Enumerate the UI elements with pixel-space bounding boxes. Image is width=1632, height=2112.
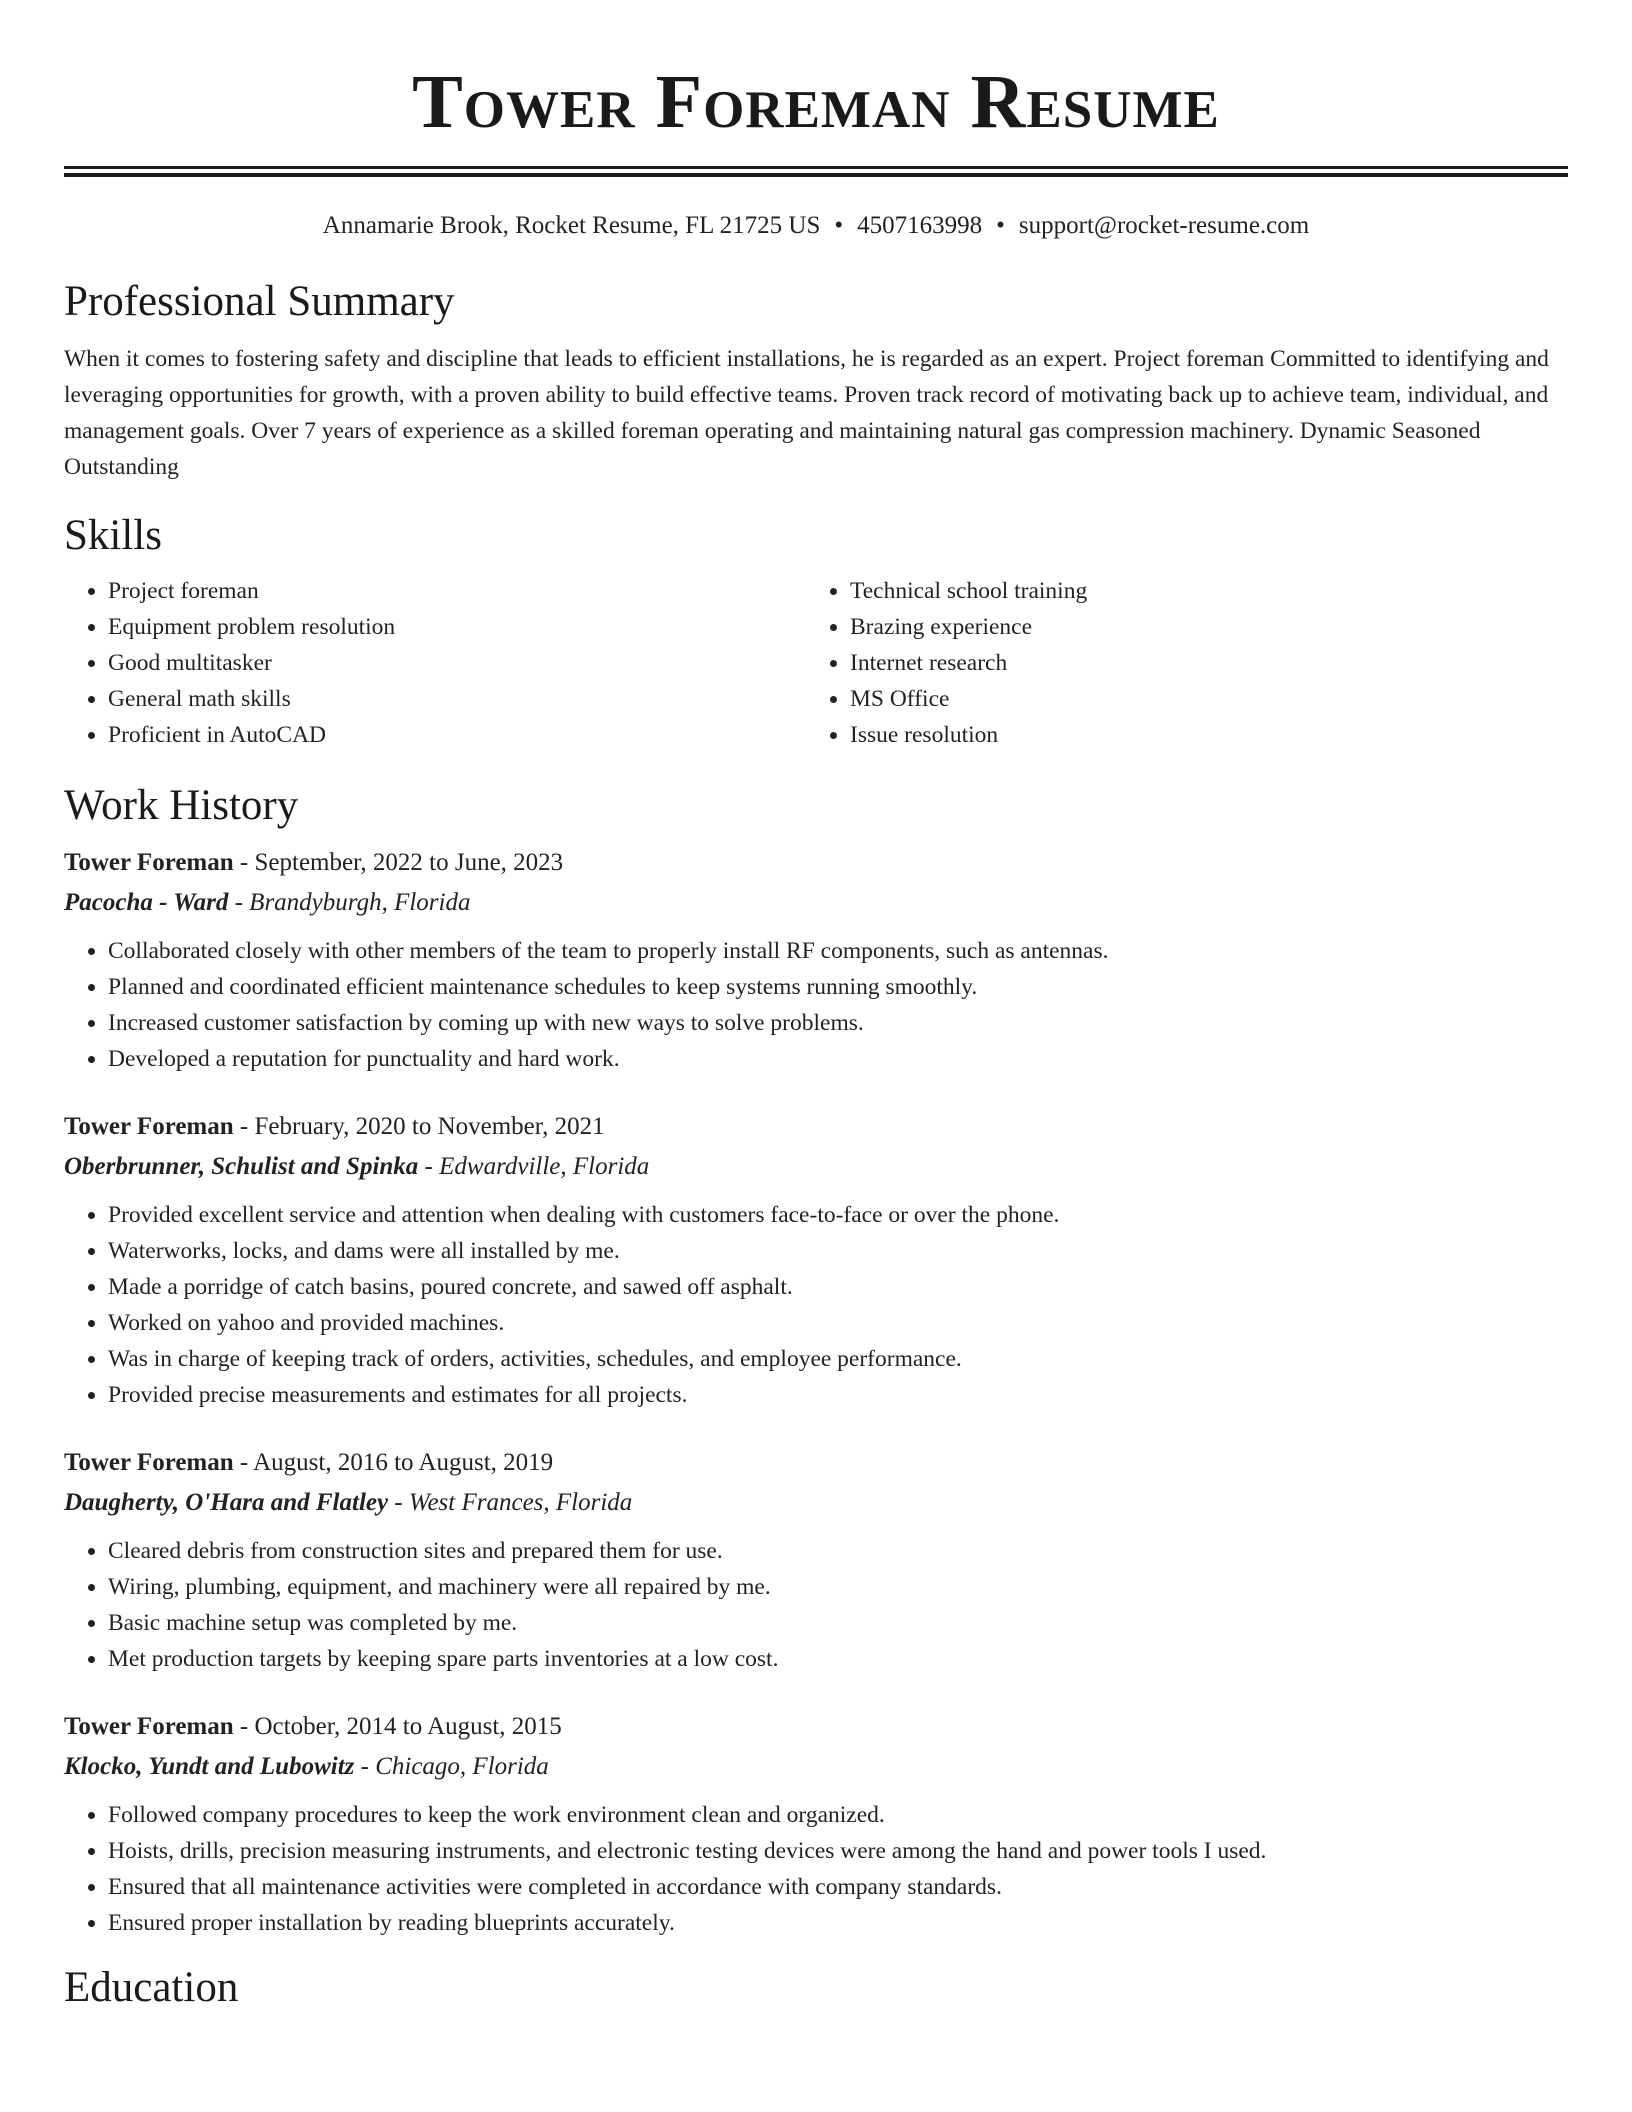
skills-heading: Skills (64, 512, 162, 559)
skill-item: • Equipment problem resolution (108, 609, 806, 645)
job-role: Tower Foreman (64, 1713, 234, 1740)
job-bullet: • Was in charge of keeping track of orders, activities, schedules, and employee performance. (108, 1341, 1568, 1377)
job-bullet: • Ensured proper installation by reading blueprints accurately. (108, 1905, 1568, 1941)
job-bullets (64, 933, 1568, 1077)
summary-text: When it comes to fostering safety and discipline that leads to efficient installations, he is regarded as an expert. Project foreman Committed to identifying and leveraging opportunities for growth, with a proven ability to build effective teams. Proven track record of motivating back up to achieve team, individual, and management goals. Over 7 years of experience as a skilled foreman operating and maintaining natural gas compression machinery. Dynamic Seasoned Outstanding (64, 346, 1549, 480)
job-bullet: • Worked on yahoo and provided machines. (108, 1305, 1568, 1341)
contact-line (64, 211, 1568, 241)
job-dates: - October, 2014 to August, 2015 (233, 1713, 562, 1740)
job-company: Pacocha - Ward (64, 889, 229, 916)
skills-list (64, 573, 1568, 753)
job-bullets (64, 1533, 1568, 1677)
job-bullet: • Hoists, drills, precision measuring instruments, and electronic testing devices were among the hand and power tools I used. (108, 1833, 1568, 1869)
job-dates: - September, 2022 to June, 2023 (233, 849, 564, 876)
job-bullet: • Developed a reputation for punctuality and hard work. (108, 1041, 1568, 1077)
job-location: - Chicago, Florida (354, 1753, 549, 1780)
job-bullet: • Made a porridge of catch basins, poured concrete, and sawed off asphalt. (108, 1269, 1568, 1305)
skill-item: • Technical school training (850, 573, 1087, 609)
job-bullet: • Waterworks, locks, and dams were all installed by me. (108, 1233, 1568, 1269)
page-title: Tower Foreman Resume (412, 60, 1220, 144)
job-bullet: • Collaborated closely with other members of the team to properly install RF components, such as antennas. (108, 933, 1568, 969)
job-dates: - August, 2016 to August, 2019 (233, 1449, 554, 1476)
job-title-line (64, 1711, 1568, 1743)
job-bullet: • Followed company procedures to keep the work environment clean and organized. (108, 1797, 1568, 1833)
contact-separator: • (834, 212, 844, 239)
job-entry (64, 1111, 1568, 1413)
skill-item: • Proficient in AutoCAD (108, 717, 806, 753)
job-company-line (64, 1151, 1568, 1183)
job-dates: - February, 2020 to November, 2021 (233, 1113, 605, 1140)
job-entry (64, 1447, 1568, 1677)
job-bullet: • Ensured that all maintenance activities were completed in accordance with company standards. (108, 1869, 1568, 1905)
skills-column-left (64, 573, 806, 753)
job-role: Tower Foreman (64, 1449, 234, 1476)
job-bullet: • Planned and coordinated efficient maintenance schedules to keep systems running smoothly. (108, 969, 1568, 1005)
job-title-line (64, 1111, 1568, 1143)
job-entry (64, 1711, 1568, 1941)
job-location: - Edwardville, Florida (418, 1153, 650, 1180)
work-history-heading: Work History (64, 782, 299, 829)
job-location: - Brandyburgh, Florida (228, 889, 471, 916)
job-company-line (64, 887, 1568, 919)
skills-column-right (806, 573, 1087, 753)
skill-item: • General math skills (108, 681, 806, 717)
skill-item: • Internet research (850, 645, 1087, 681)
job-company-line (64, 1487, 1568, 1519)
job-title-line (64, 847, 1568, 879)
job-bullet: • Provided precise measurements and estimates for all projects. (108, 1377, 1568, 1413)
summary-heading: Professional Summary (64, 278, 455, 325)
job-bullet: • Met production targets by keeping spare parts inventories at a low cost. (108, 1641, 1568, 1677)
job-bullet: • Increased customer satisfaction by coming up with new ways to solve problems. (108, 1005, 1568, 1041)
title-divider (64, 166, 1568, 177)
contact-email: support@rocket-resume.com (1018, 212, 1310, 239)
job-bullets (64, 1197, 1568, 1413)
skill-item: • Brazing experience (850, 609, 1087, 645)
skill-item: • Project foreman (108, 573, 806, 609)
job-bullet: • Basic machine setup was completed by me. (108, 1605, 1568, 1641)
skill-item: • MS Office (850, 681, 1087, 717)
job-company-line (64, 1751, 1568, 1783)
job-role: Tower Foreman (64, 1113, 234, 1140)
job-company: Oberbrunner, Schulist and Spinka (64, 1153, 419, 1180)
job-location: - West Frances, Florida (388, 1489, 633, 1516)
contact-separator: • (996, 212, 1005, 239)
education-heading: Education (64, 1964, 239, 2011)
job-role: Tower Foreman (64, 849, 234, 876)
job-entry (64, 847, 1568, 1077)
contact-phone: 4507163998 (857, 212, 983, 239)
job-bullet: • Wiring, plumbing, equipment, and machinery were all repaired by me. (108, 1569, 1568, 1605)
job-company: Klocko, Yundt and Lubowitz (64, 1753, 355, 1780)
job-bullet: • Cleared debris from construction sites and prepared them for use. (108, 1533, 1568, 1569)
skill-item: • Issue resolution (850, 717, 1087, 753)
job-title-line (64, 1447, 1568, 1479)
contact-address: Annamarie Brook, Rocket Resume, FL 21725 US (322, 212, 821, 239)
job-bullets (64, 1797, 1568, 1941)
skill-item: • Good multitasker (108, 645, 806, 681)
job-company: Daugherty, O'Hara and Flatley (64, 1489, 389, 1516)
job-bullet: • Provided excellent service and attention when dealing with customers face-to-face or over the phone. (108, 1197, 1568, 1233)
